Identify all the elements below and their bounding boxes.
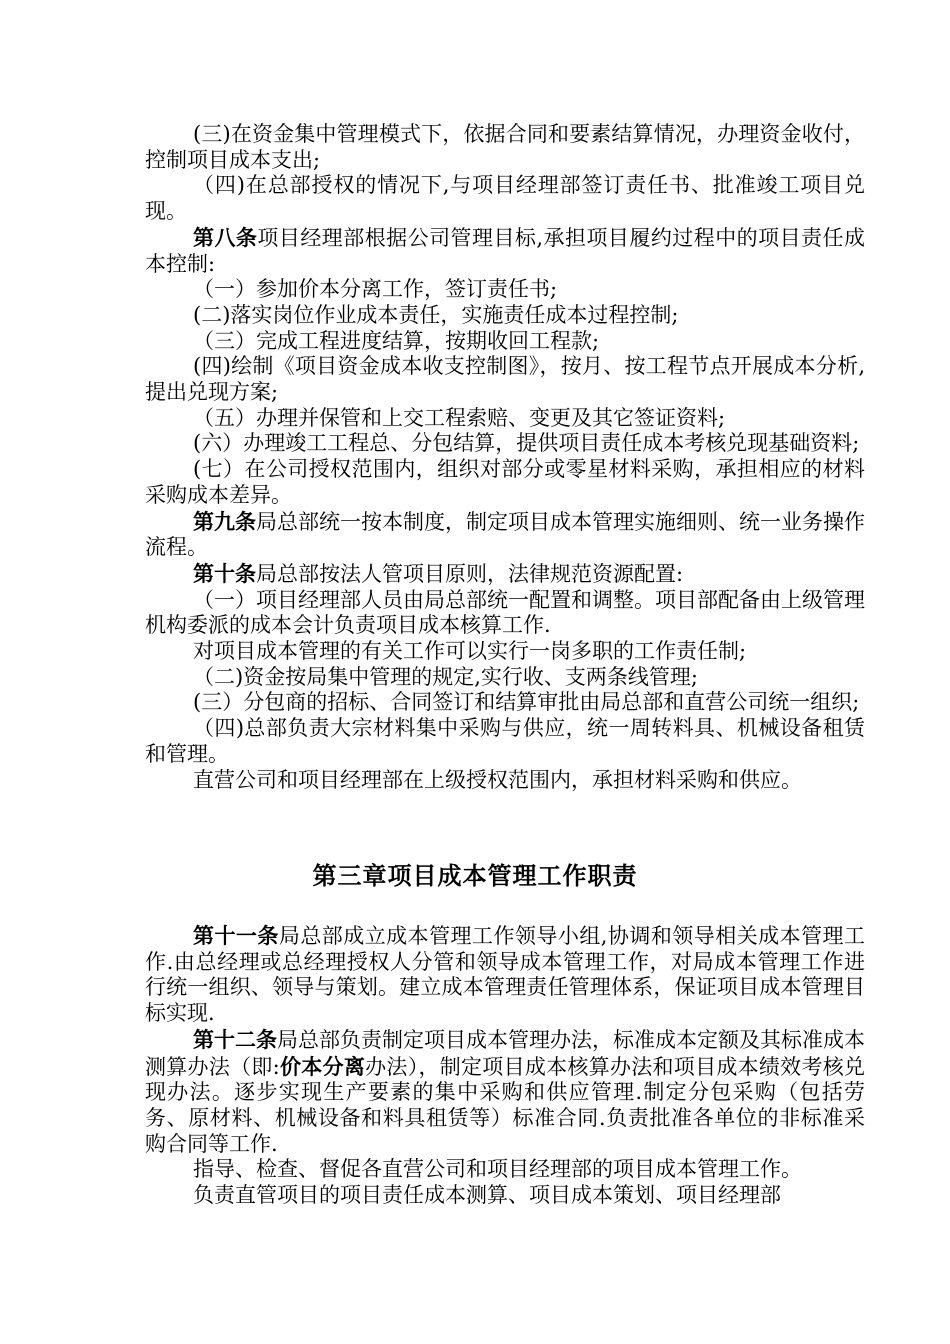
article-10: 第十条局总部按法人管项目原则，法律规范资源配置:	[193, 560, 684, 586]
article-label: 第十条	[193, 560, 256, 586]
paragraph: （二)资金按局集中管理的规定,实行收、支两条线管理;	[193, 664, 698, 689]
article-label: 第十二条	[193, 1026, 277, 1052]
paragraph: 指导、检查、督促各直营公司和项目经理部的项目成本管理工作。	[193, 1157, 802, 1182]
article-8: 第八条项目经理部根据公司管理目标,承担项目履约过程中的项目责任成本控制:	[145, 224, 865, 276]
paragraph: (七）在公司授权范围内，组织对部分或零星材料采购，承担相应的材料采购成本差异。	[145, 457, 865, 507]
paragraph: (六）办理竣工工程总、分包结算，提供项目责任成本考核兑现基础资料;	[193, 431, 860, 456]
article-label: 第八条	[193, 224, 258, 250]
paragraph: （三）完成工程进度结算，按期收回工程款;	[193, 328, 600, 353]
article-9: 第九条局总部统一按本制度，制定项目成本管理实施细则、统一业务操作流程。	[145, 508, 865, 560]
article-label: 第十一条	[193, 923, 279, 948]
paragraph: (三）分包商的招标、合同签订和结算审批由局总部和直营公司统一组织;	[193, 690, 860, 715]
paragraph: (二)落实岗位作业成本责任，实施责任成本过程控制;	[193, 302, 679, 327]
paragraph: （五）办理并保管和上交工程索赔、变更及其它签证资料;	[193, 405, 726, 430]
emphasis-term: 价本分离	[279, 1053, 366, 1079]
paragraph: 对项目成本管理的有关工作可以实行一岗多职的工作责任制;	[193, 639, 747, 664]
section-2	[145, 923, 865, 1209]
paragraph: 直营公司和项目经理部在上级授权范围内，承担材料采购和供应。	[193, 767, 802, 792]
chapter-title: 第三章项目成本管理工作职责	[312, 861, 638, 890]
paragraph: （四)总部负责大宗材料集中采购与供应，统一周转料具、机械设备租赁和管理。	[145, 716, 865, 766]
paragraph: （一）参加价本分离工作，签订责任书;	[193, 277, 558, 302]
paragraph: （一）项目经理部人员由局总部统一配置和调整。项目部配备由上级管理机构委派的成本会计负责项目成本核算工作.	[145, 587, 865, 638]
article-label: 第九条	[193, 508, 256, 534]
paragraph: （四)在总部授权的情况下,与项目经理部签订责任书、批准竣工项目兑现。	[145, 173, 865, 224]
paragraph: (三)在资金集中管理模式下，依据合同和要素结算情况，办理资金收付，控制项目成本支出;	[145, 122, 865, 172]
paragraph: (四)绘制《项目资金成本收支控制图》，按月、按工程节点开展成本分析,提出兑现方案;	[145, 354, 865, 405]
paragraph: 负责直管项目的项目责任成本测算、项目成本策划、项目经理部	[193, 1183, 781, 1208]
article-12: 第十二条局总部负责制定项目成本管理办法，标准成本定额及其标准成本测算办法（即:价本分离办法），制定项目成本核算办法和项目成本绩效考核兑现办法。逐步实现生产要素的集中采购和供应管理.制定分包采购（包括劳务、原材料、机械设备和料具租赁等）标准合同.负责批准各单位的非标准采购合同等工作.	[145, 1026, 866, 1156]
section-1	[145, 122, 865, 793]
article-11: 第十一条局总部成立成本管理工作领导小组,协调和领导相关成本管理工作.由总经理或总经理授权人分管和领导成本管理工作，对局成本管理工作进行统一组织、领导与策划。建立成本管理责任管理体系，保证项目成本管理目标实现.	[145, 923, 865, 1026]
